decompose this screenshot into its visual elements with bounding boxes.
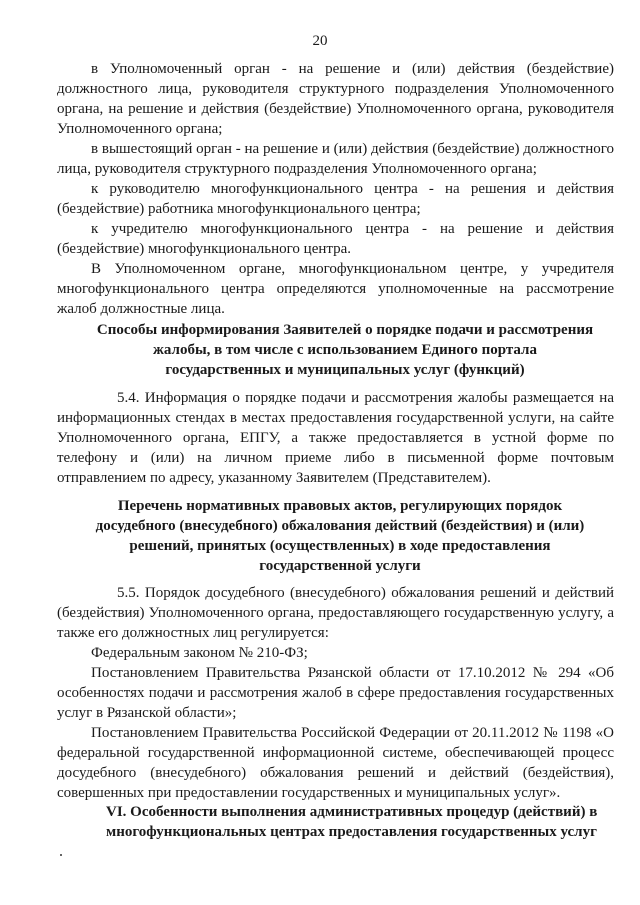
scan-speck: [60, 854, 62, 856]
complaint-recipients-list: [57, 59, 614, 319]
list-item: В Уполномоченном органе, многофункциональном центре, у учредителя многофункционального центра определяются уполномоченные на рассмотрение жалоб должностные лица.: [57, 261, 614, 317]
section-heading-informing: Способы информирования Заявителей о порядке подачи и рассмотрения жалобы, в том числе с использованием Единого портала государственных и муниципальных услуг (функций): [96, 322, 594, 378]
page-number: 20: [312, 33, 328, 49]
paragraph-5-5-block: [57, 583, 614, 803]
section-6-heading-line1: VI. Особенности выполнения административных процедур (действий) в: [106, 804, 598, 820]
paragraph-5-4-block: [57, 388, 614, 488]
list-item: к руководителю многофункционального центра - на решения и действия (бездействие) работника многофункционального центра;: [57, 181, 614, 217]
paragraph-5-5: 5.5. Порядок досудебного (внесудебного) обжалования решений и действий (бездействия) Уполномоченного органа, предоставляющего государственную услугу, а также его должностных лиц регулируется:: [57, 585, 614, 641]
list-item: в Уполномоченный орган - на решение и (или) действия (бездействие) должностного лица, руководителя структурного подразделения Уполномоченного органа, на решение и действия (бездействие) Уполномоченного органа, руководителя Уполномоченного органа;: [57, 61, 614, 137]
law-item: Постановлением Правительства Российской Федерации от 20.11.2012 № 1198 «О федеральной государственной информационной системе, обеспечивающей процесс досудебного (внесудебного) обжалования решений и действий (бездействия), совершенных при предоставлении государственных и муниципальных услуг».: [57, 725, 614, 801]
list-item: к учредителю многофункционального центра - на решение и действия (бездействие) многофункционального центра.: [57, 221, 614, 257]
list-item: в вышестоящий орган - на решение и (или) действия (бездействие) должностного лица, руководителя структурного подразделения Уполномоченного органа;: [57, 141, 614, 177]
section-heading-legal-acts: Перечень нормативных правовых актов, регулирующих порядок досудебного (внесудебного) обжалования действий (бездействия) и (или) решений, принятых (осуществленных) в ходе предоставления государственной услуги: [95, 498, 585, 574]
law-item: Федеральным законом № 210-ФЗ;: [91, 645, 308, 661]
paragraph-5-4: 5.4. Информация о порядке подачи и рассмотрения жалобы размещается на информационных стендах в местах предоставления государственной услуги, на сайте Уполномоченного органа, ЕПГУ, а также предоставляется в устной форме по телефону и (или) на личном приеме либо в письменной форме почтовым отправлением по адресу, указанному Заявителем (Представителем).: [57, 390, 614, 486]
law-item: Постановлением Правительства Рязанской области от 17.10.2012 № 294 «Об особенностях подачи и рассмотрения жалоб в сфере предоставления государственных услуг в Рязанской области»;: [57, 665, 614, 721]
section-6-heading-line2: многофункциональных центрах предоставления государственных услуг: [106, 824, 597, 840]
